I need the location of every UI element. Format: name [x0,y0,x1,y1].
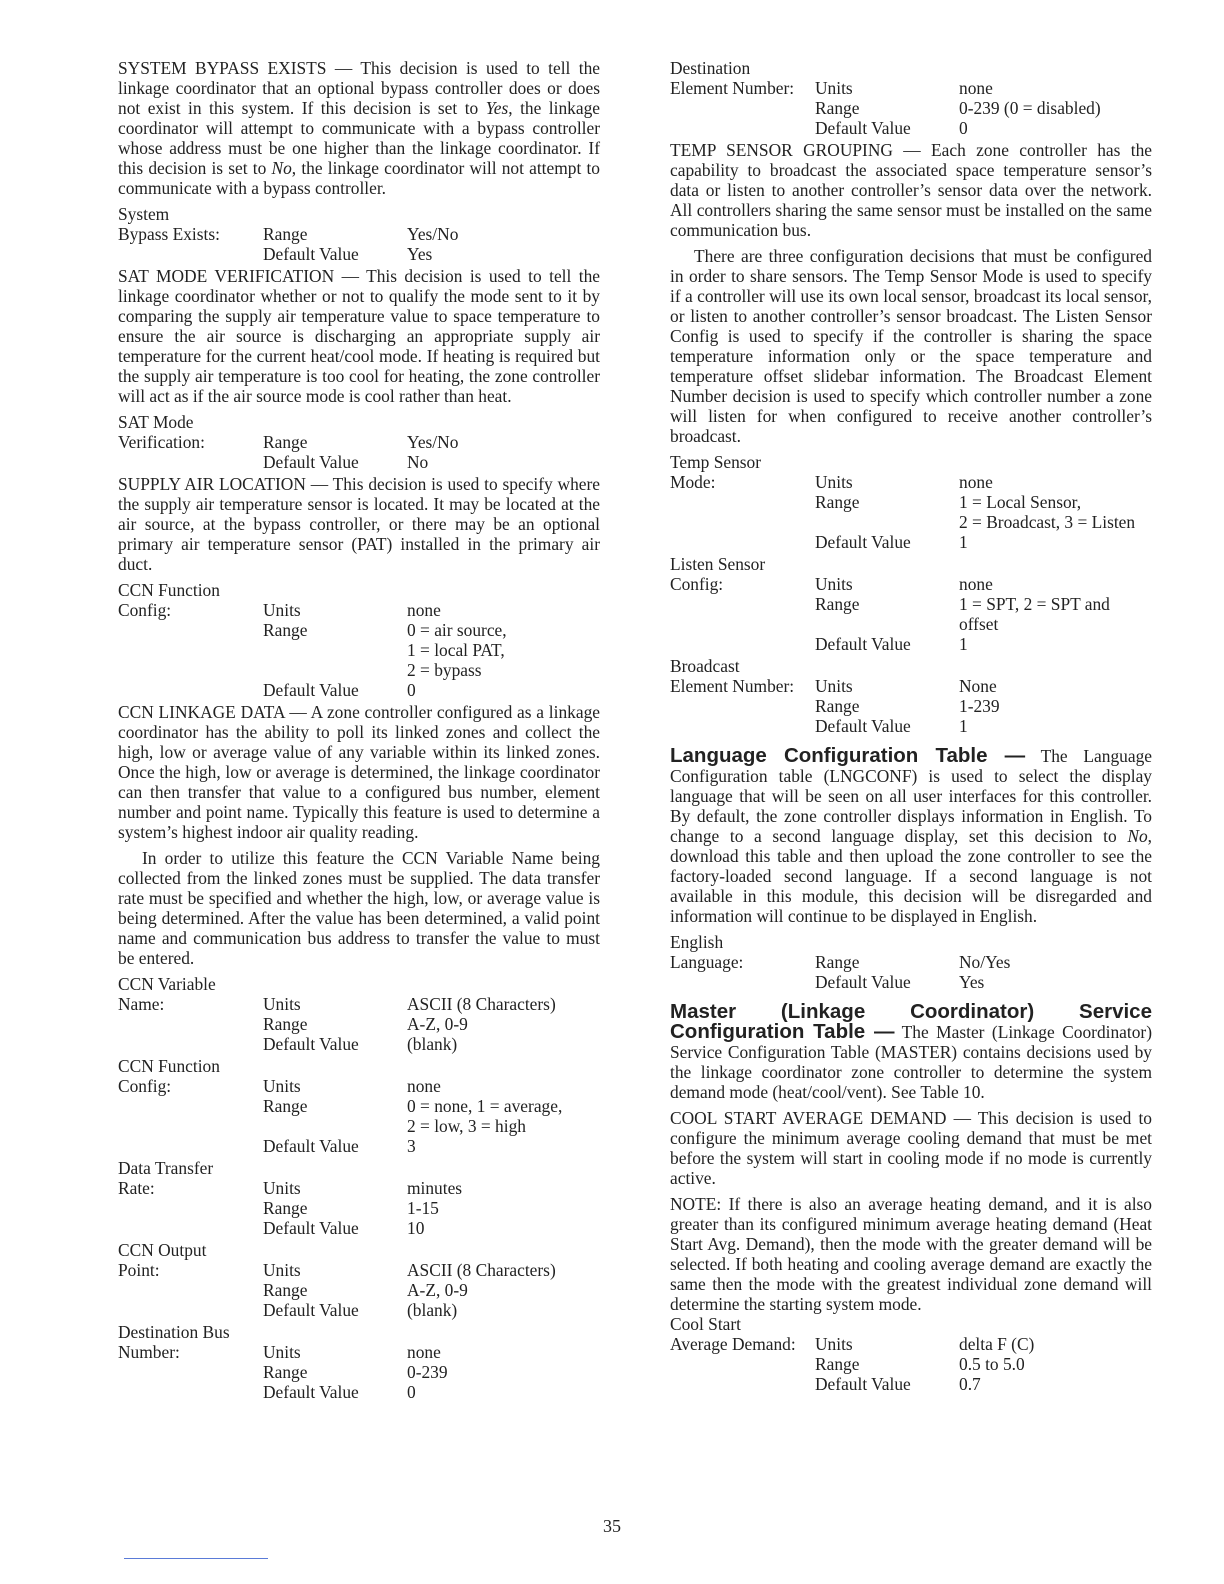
config-value: No/Yes [959,952,1011,972]
config-value: No [407,452,429,472]
config-row [670,118,1152,138]
note-paragraph: NOTE: If there is also an average heating demand, and it is also greater than its configured minimum average heating demand (Heat Start Avg. Demand), then the mode with the greater demand will be selected. If both heating and cooling average demand are exactly the same then the mode with the greatest individual zone demand will determine the starting system mode. [670,1194,1152,1314]
config-title: Element Number: [670,676,795,696]
cool-start-paragraph: COOL START AVERAGE DEMAND — This decision is used to configure the minimum average cooling demand that must be met before the system will start in cooling mode if no mode is currently active. [670,1108,1152,1188]
config-key: Default Value [815,972,911,992]
config-value: 0.5 to 5.0 [959,1354,1025,1374]
config-key: Default Value [263,244,359,264]
config-row [118,1342,600,1362]
linkage-data-paragraph-2: In order to utilize this feature the CCN Variable Name being collected from the linked zones must be supplied. The data transfer rate must be specified and whether the high, low, or average value is being determined. After the value has been determined, a valid point name and communication bus address to transfer the value to must be entered. [118,848,600,968]
temp-sensor-paragraph-2: There are three configuration decisions that must be configured in order to share sensors. The Temp Sensor Mode is used to specify if a controller will use its own local sensor, broadcast its local sensor, or listen to another controller’s sensor broadcast. The Listen Sensor Config is used to specify if the controller is sharing the space temperature information only or the space temperature and temperature offset slidebar information. The Broadcast Element Number decision is used to specify which controller number a zone will listen for when configured to receive another controller’s broadcast. [670,246,1152,446]
config-value: 0 [407,1382,416,1402]
config-value: 2 = bypass [407,660,482,680]
config-value: 1 = local PAT, [407,640,505,660]
config-block-destination-bus [118,1322,600,1402]
config-key: Range [815,98,860,118]
config-key: Units [815,472,853,492]
config-value: 10 [407,1218,425,1238]
config-block-function [118,1056,600,1156]
sat-mode-paragraph: SAT MODE VERIFICATION — This decision is used to tell the linkage coordinator whether or not to qualify the mode sent to it by comparing the supply air temperature value to space temperature to ensure the air source is discharging an appropriate supply air temperature for the current heat/cool mode. If heating is required but the supply air temperature is too cool for heating, the zone controller will act as if the air source mode is cool rather than heat. [118,266,600,406]
config-key: Default Value [263,452,359,472]
config-key: Range [263,224,308,244]
config-key: Range [815,1354,860,1374]
config-block-listen-sensor [670,554,1152,654]
config-value: 1 = SPT, 2 = SPT and [959,594,1110,614]
config-value: Yes [407,244,433,264]
text-run: , the linkage coordinator will attempt to communicate with a bypass controller whose address must be one higher than the linkage coordinator. If this decision is set to [118,98,600,178]
config-key: Units [263,994,301,1014]
config-title: Point: [118,1260,160,1280]
config-key: Range [263,1280,308,1300]
linkage-data-paragraph: CCN LINKAGE DATA — A zone controller configured as a linkage coordinator has the ability to poll its linked zones and collect the high, low or average value of any variable within its linked zones. Once the high, low or average is determined, the linkage coordinator can then transfer that value to a configured bus number, element number and point name. Typically this feature is used to determine a system’s highest indoor air quality reading. [118,702,600,842]
config-key: Default Value [263,1300,359,1320]
system-bypass-paragraph [118,58,600,198]
text-run: The Language Configuration table (LNGCONF) is used to select the display language that will be seen on all user interfaces for this controller. By default, the zone controller displays information in English. To change to a second language display, set this decision to [670,746,1152,846]
config-row [118,452,600,472]
config-key: Units [263,600,301,620]
config-row [118,1116,600,1136]
config-key: Range [263,1198,308,1218]
config-block-temp-sensor-mode [670,452,1152,552]
config-row [670,1374,1152,1394]
config-block-output-point [118,1240,600,1320]
config-row [670,472,1152,492]
config-block-supply-air [118,580,600,700]
text-run: No [1127,826,1148,846]
left-column [118,58,600,1404]
text-run: SYSTEM BYPASS EXISTS — This decision is used to tell the linkage coordinator that an optional bypass controller does or does not exist in this system. If this decision is set to [118,58,600,118]
config-value: 0 = air source, [407,620,507,640]
config-row [118,224,600,244]
config-value: none [407,1076,441,1096]
config-title: Mode: [670,472,716,492]
config-title: Config: [118,1076,172,1096]
config-key: Default Value [815,1374,911,1394]
config-value: 1-15 [407,1198,439,1218]
config-row [118,1300,600,1320]
config-key: Default Value [263,1136,359,1156]
config-row [670,952,1152,972]
config-title: CCN Variable [118,974,216,994]
config-key: Default Value [815,532,911,552]
config-title: Element Number: [670,78,795,98]
text-run: The Master (Linkage Coordinator) Service Configuration Table (MASTER) contains decisions used by the linkage coordinator zone controller to determine the system demand mode (heat/cool/vent). See Table 10. [670,1022,1152,1102]
config-row [670,696,1152,716]
config-value: 0 = none, 1 = average, [407,1096,563,1116]
config-value: 2 = low, 3 = high [407,1116,526,1136]
config-title: Destination [670,58,751,78]
config-block-variable-name [118,974,600,1054]
config-value: delta F (C) [959,1334,1035,1354]
config-row [118,1136,600,1156]
config-block-english-language [670,932,1152,992]
config-block-destination-element [670,58,1152,138]
config-key: Units [815,574,853,594]
config-value: 3 [407,1136,416,1156]
config-value: none [959,472,993,492]
config-row [670,492,1152,512]
section-heading: Language Configuration Table — [670,744,1026,767]
config-block-sat-mode [118,412,600,472]
config-title: Temp Sensor [670,452,762,472]
config-title: Name: [118,994,165,1014]
config-title: Bypass Exists: [118,224,220,244]
config-title: CCN Function [118,580,220,600]
language-config-paragraph [670,746,1152,926]
config-title: Average Demand: [670,1334,796,1354]
config-key: Units [815,1334,853,1354]
text-run: Yes [485,98,509,118]
config-block-broadcast [670,656,1152,736]
config-block-system-bypass [118,204,600,264]
config-value: 0.7 [959,1374,981,1394]
config-key: Units [263,1178,301,1198]
config-key: Range [815,696,860,716]
config-row [670,98,1152,118]
config-row [670,574,1152,594]
config-row [118,1280,600,1300]
config-key: Default Value [815,118,911,138]
config-title: CCN Output [118,1240,207,1260]
config-value: ASCII (8 Characters) [407,1260,556,1280]
config-row [670,1334,1152,1354]
config-title: SAT Mode [118,412,194,432]
config-key: Default Value [263,1382,359,1402]
config-row [118,1076,600,1096]
config-value: 1 [959,716,968,736]
config-key: Default Value [263,1034,359,1054]
text-run: , the linkage coordinator will not attempt to communicate with a bypass controller. [118,158,601,198]
config-title: Number: [118,1342,180,1362]
config-block-transfer-rate [118,1158,600,1238]
config-row [118,994,600,1014]
config-title: Config: [118,600,172,620]
config-key: Default Value [263,680,359,700]
config-row [670,634,1152,654]
config-value: 0-239 [407,1362,448,1382]
config-value: 1-239 [959,696,1000,716]
config-row [118,640,600,660]
config-key: Units [815,78,853,98]
config-row [118,1260,600,1280]
config-key: Default Value [263,1218,359,1238]
config-value: 0 [959,118,968,138]
config-row [118,1382,600,1402]
config-value: A-Z, 0-9 [407,1014,468,1034]
config-key: Units [263,1260,301,1280]
config-value: 1 [959,634,968,654]
page-number: 35 [603,1516,621,1536]
config-row [118,1014,600,1034]
config-key: Default Value [815,716,911,736]
config-value: 0 [407,680,416,700]
config-key: Default Value [815,634,911,654]
supply-air-paragraph: SUPPLY AIR LOCATION — This decision is used to specify where the supply air temperature sensor is located. It may be located at the air source, at the bypass controller, or there may be an optional primary air temperature sensor (PAT) installed in the primary air duct. [118,474,600,574]
config-row [118,620,600,640]
config-key: Units [815,676,853,696]
config-title: Rate: [118,1178,155,1198]
config-title: Destination Bus [118,1322,230,1342]
config-row [118,1218,600,1238]
config-row [118,1096,600,1116]
config-key: Range [263,1362,308,1382]
temp-sensor-paragraph: TEMP SENSOR GROUPING — Each zone controller has the capability to broadcast the associated space temperature sensor’s data or listen to another controller’s sensor data over the network. All controllers sharing the same sensor must be installed on the same communication bus. [670,140,1152,240]
config-value: none [407,600,441,620]
config-key: Range [815,492,860,512]
config-block-cool-start [670,1314,1152,1394]
master-config-paragraph [670,1002,1152,1102]
config-row [670,614,1152,634]
config-title: Cool Start [670,1314,742,1334]
config-key: Range [815,594,860,614]
config-row [670,1354,1152,1374]
config-title: Broadcast [670,656,740,676]
right-column [670,58,1152,1396]
config-row [118,1198,600,1218]
config-row [670,676,1152,696]
config-row [670,512,1152,532]
config-row [118,244,600,264]
config-key: Range [815,952,860,972]
config-value: Yes [959,972,985,992]
config-value: A-Z, 0-9 [407,1280,468,1300]
config-row [670,972,1152,992]
section-heading: Master (Linkage Coordinator) Service Configuration Table — [670,1000,1152,1043]
config-title: CCN Function [118,1056,220,1076]
config-row [118,680,600,700]
footer-rule [124,1558,268,1559]
config-row [118,660,600,680]
text-run: No [271,158,292,178]
config-title: Config: [670,574,724,594]
config-row [118,432,600,452]
config-title: Listen Sensor [670,554,766,574]
config-value: 1 = Local Sensor, [959,492,1082,512]
text-run: , download this table and then upload the zone controller to see the factory-loaded second language. If a second language is not available in this module, this decision will be disregarded and information will continue to be displayed in English. [670,826,1152,926]
config-row [118,1034,600,1054]
config-value: 0-239 (0 = disabled) [959,98,1101,118]
config-title: Language: [670,952,744,972]
config-value: ASCII (8 Characters) [407,994,556,1014]
config-value: None [959,676,997,696]
config-title: English [670,932,724,952]
config-value: offset [959,614,999,634]
config-value: (blank) [407,1300,458,1320]
config-value: Yes/No [407,224,459,244]
config-row [118,600,600,620]
config-title: System [118,204,170,224]
config-key: Units [263,1076,301,1096]
config-row [670,78,1152,98]
config-row [670,594,1152,614]
config-value: 2 = Broadcast, 3 = Listen [959,512,1136,532]
config-title: Verification: [118,432,205,452]
config-row [118,1362,600,1382]
config-key: Range [263,1096,308,1116]
config-key: Range [263,1014,308,1034]
config-value: minutes [407,1178,463,1198]
config-row [670,532,1152,552]
config-value: none [407,1342,441,1362]
config-row [670,716,1152,736]
config-key: Range [263,620,308,640]
config-value: none [959,574,993,594]
config-value: Yes/No [407,432,459,452]
config-value: (blank) [407,1034,458,1054]
config-key: Range [263,432,308,452]
config-row [118,1178,600,1198]
config-key: Units [263,1342,301,1362]
config-value: 1 [959,532,968,552]
config-title: Data Transfer [118,1158,214,1178]
config-value: none [959,78,993,98]
